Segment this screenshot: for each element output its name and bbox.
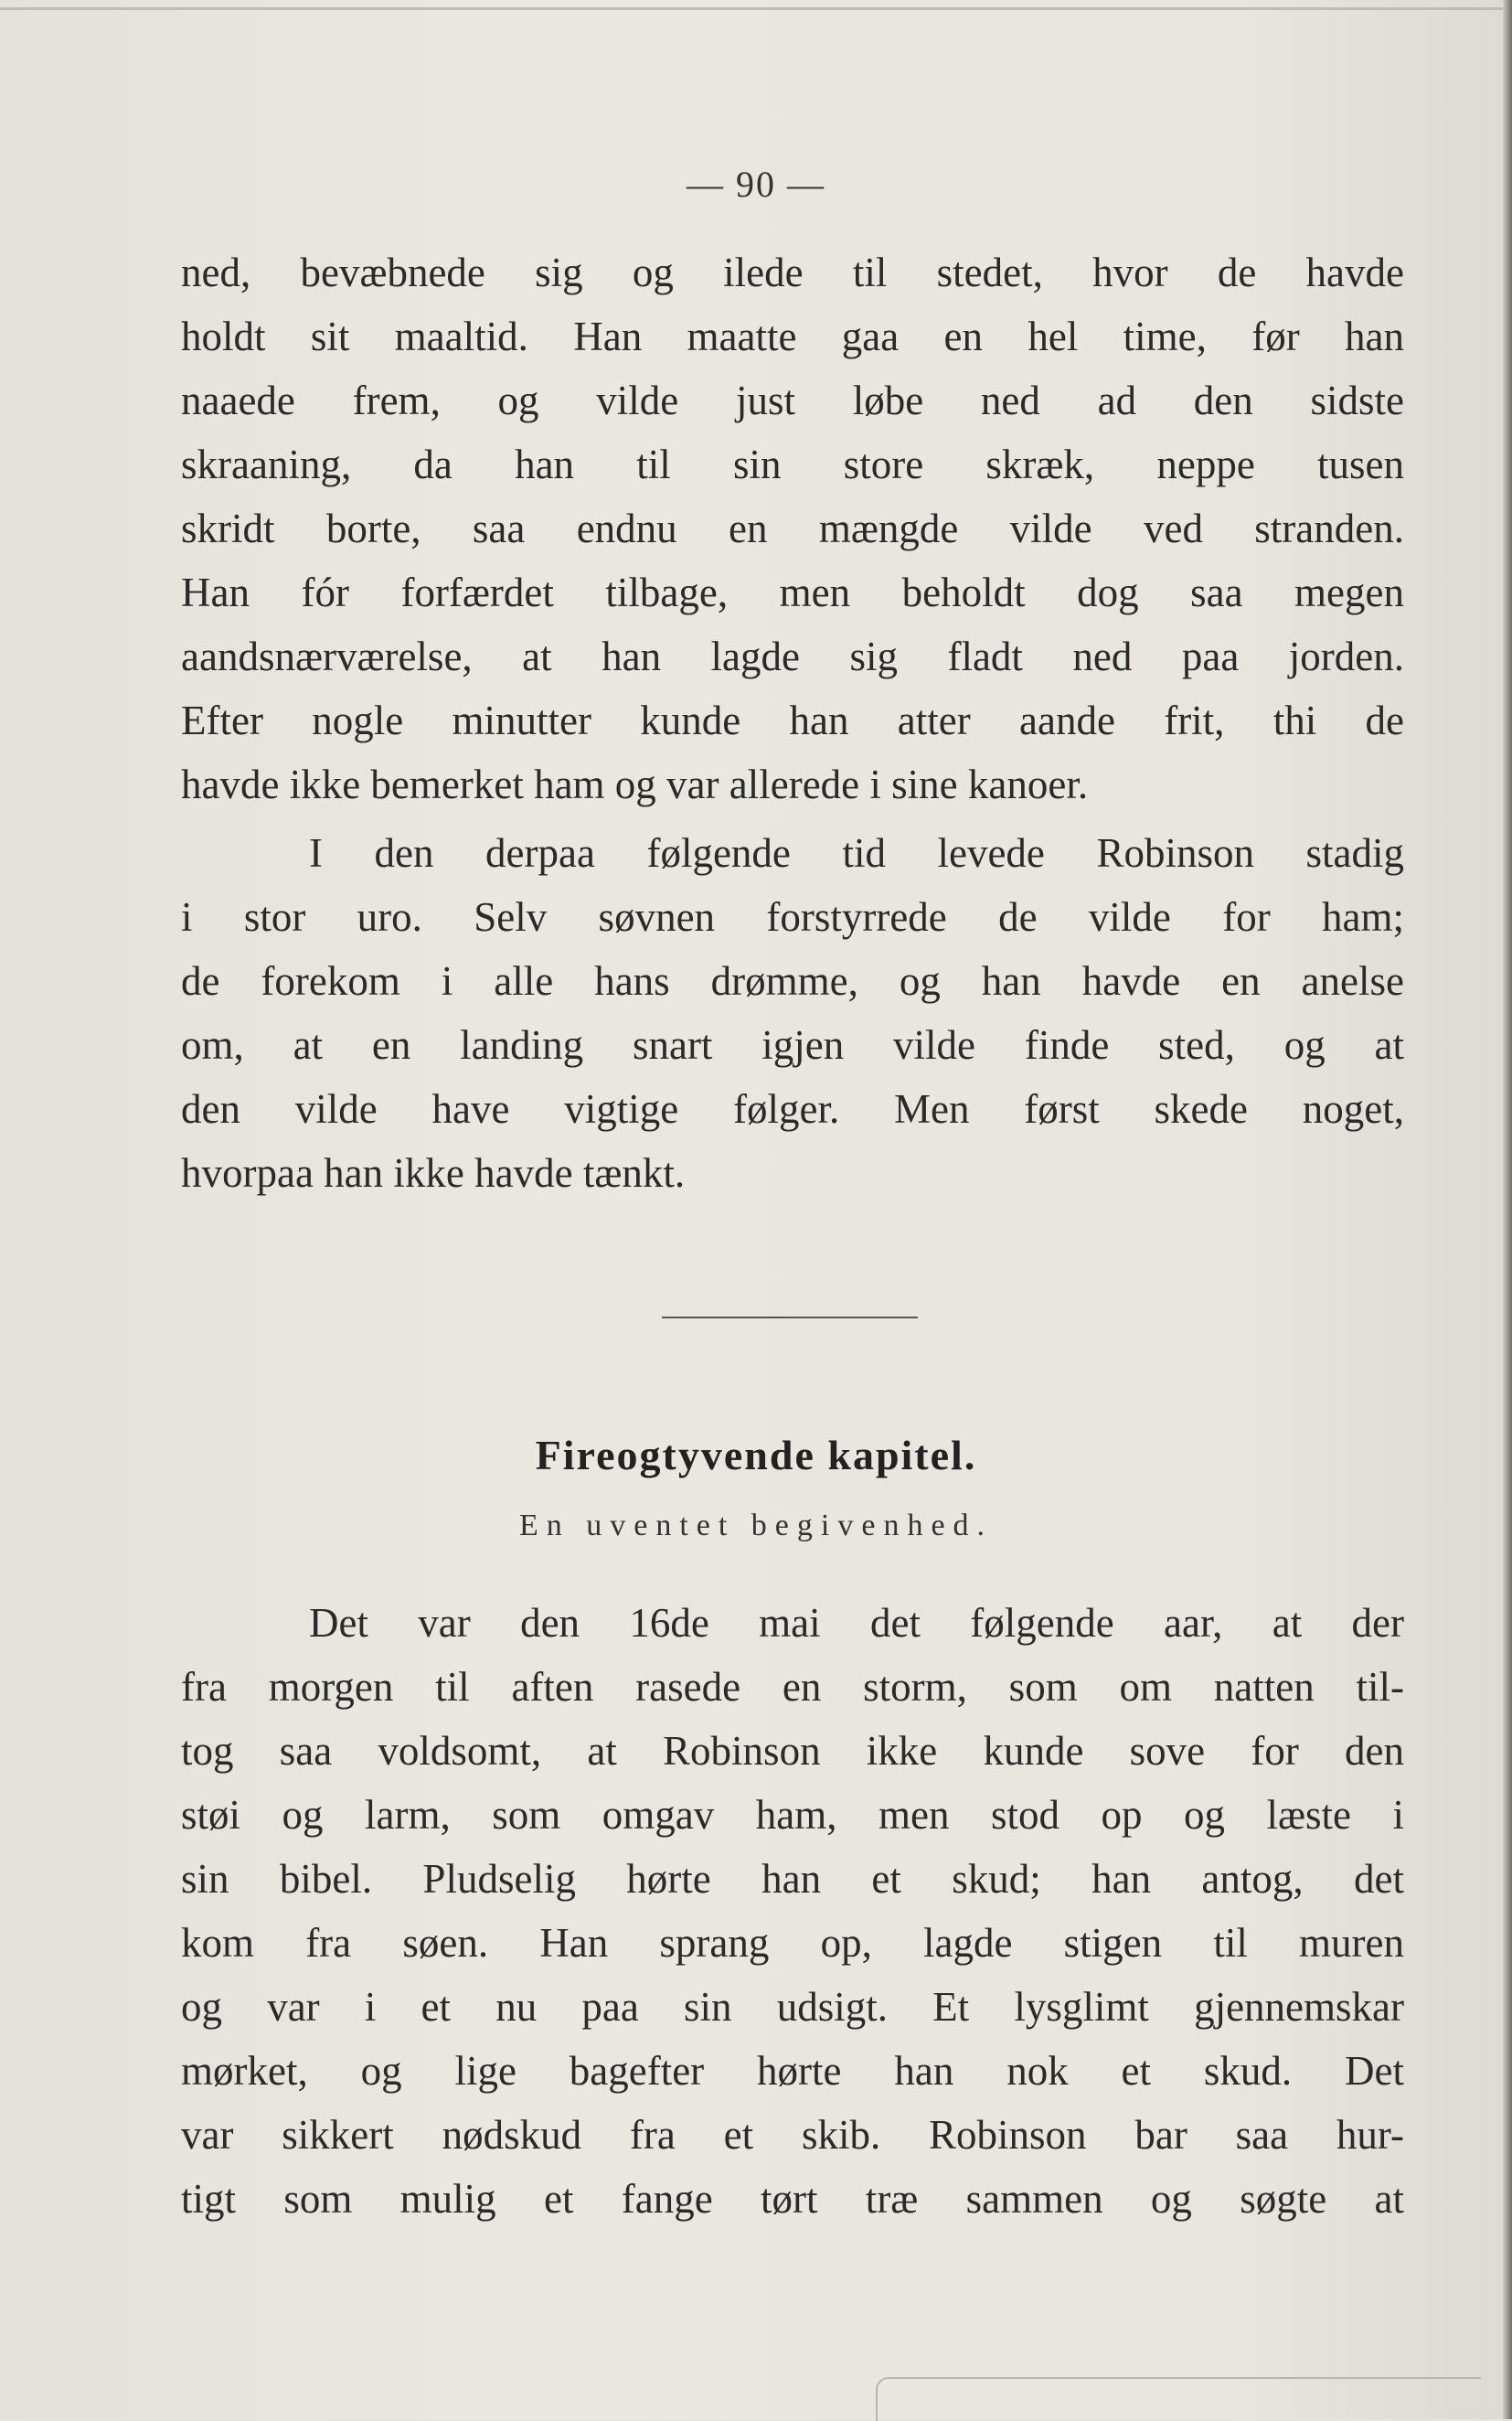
text-line: sin bibel. Pludselig hørte han et skud; han antog, det [181, 1856, 1404, 1902]
top-border-rule [0, 7, 1512, 10]
text-line: havde ikke bemerket ham og var allerede i sine kanoer. [181, 762, 1089, 807]
text-line: hvorpaa han ikke havde tænkt. [181, 1150, 686, 1196]
text-line: aandsnærværelse, at han lagde sig fladt ned paa jorden. [181, 634, 1404, 679]
section-divider [662, 1317, 918, 1318]
text-line: skridt borte, saa endnu en mængde vilde ved stranden. [181, 506, 1404, 551]
text-line: naaede frem, og vilde just løbe ned ad den sidste [181, 378, 1404, 423]
text-line: holdt sit maaltid. Han maatte gaa en hel time, før han [181, 314, 1404, 359]
text-line: den vilde have vigtige følger. Men først skede noget, [181, 1086, 1404, 1132]
text-line: støi og larm, som omgav ham, men stod op og læste i [181, 1792, 1404, 1838]
text-line: om, at en landing snart igjen vilde finde sted, og at [181, 1022, 1404, 1068]
paragraph-2 [181, 821, 1404, 1205]
text-line: I den derpaa følgende tid levede Robinson stadig [309, 830, 1404, 876]
text-line: tog saa voldsomt, at Robinson ikke kunde sove for den [181, 1728, 1404, 1774]
text-line: de forekom i alle hans drømme, og han havde en anelse [181, 958, 1404, 1004]
text-line: fra morgen til aften rasede en storm, som om natten til- [181, 1664, 1404, 1710]
text-line: kom fra søen. Han sprang op, lagde stigen til muren [181, 1920, 1404, 1966]
text-line: var sikkert nødskud fra et skib. Robinson bar saa hur- [181, 2112, 1404, 2158]
text-line: Han fór forfærdet tilbage, men beholdt dog saa megen [181, 570, 1404, 615]
text-line: ned, bevæbnede sig og ilede til stedet, hvor de havde [181, 250, 1404, 295]
chapter-title: Fireogtyvende kapitel. [535, 1432, 977, 1478]
chapter-subtitle: En uventet begivenhed. [518, 1509, 994, 1542]
paragraph-3 [181, 1591, 1404, 2231]
text-line: skraaning, da han til sin store skræk, neppe tusen [181, 442, 1404, 487]
text-line: Efter nogle minutter kunde han atter aande frit, thi de [181, 698, 1404, 743]
text-line: Det var den 16de mai det følgende aar, at der [309, 1600, 1404, 1646]
paragraph-1 [181, 240, 1404, 816]
page-edge-shadow [1503, 0, 1512, 2419]
paper-corner-mark [876, 2377, 1481, 2421]
page-number: — 90 — [687, 164, 825, 205]
text-line: mørket, og lige bagefter hørte han nok et skud. Det [181, 2048, 1404, 2094]
text-line: tigt som mulig et fange tørt træ sammen og søgte at [181, 2176, 1404, 2222]
text-line: i stor uro. Selv søvnen forstyrrede de vilde for ham; [181, 894, 1404, 940]
text-line: og var i et nu paa sin udsigt. Et lysglimt gjennemskar [181, 1984, 1404, 2030]
